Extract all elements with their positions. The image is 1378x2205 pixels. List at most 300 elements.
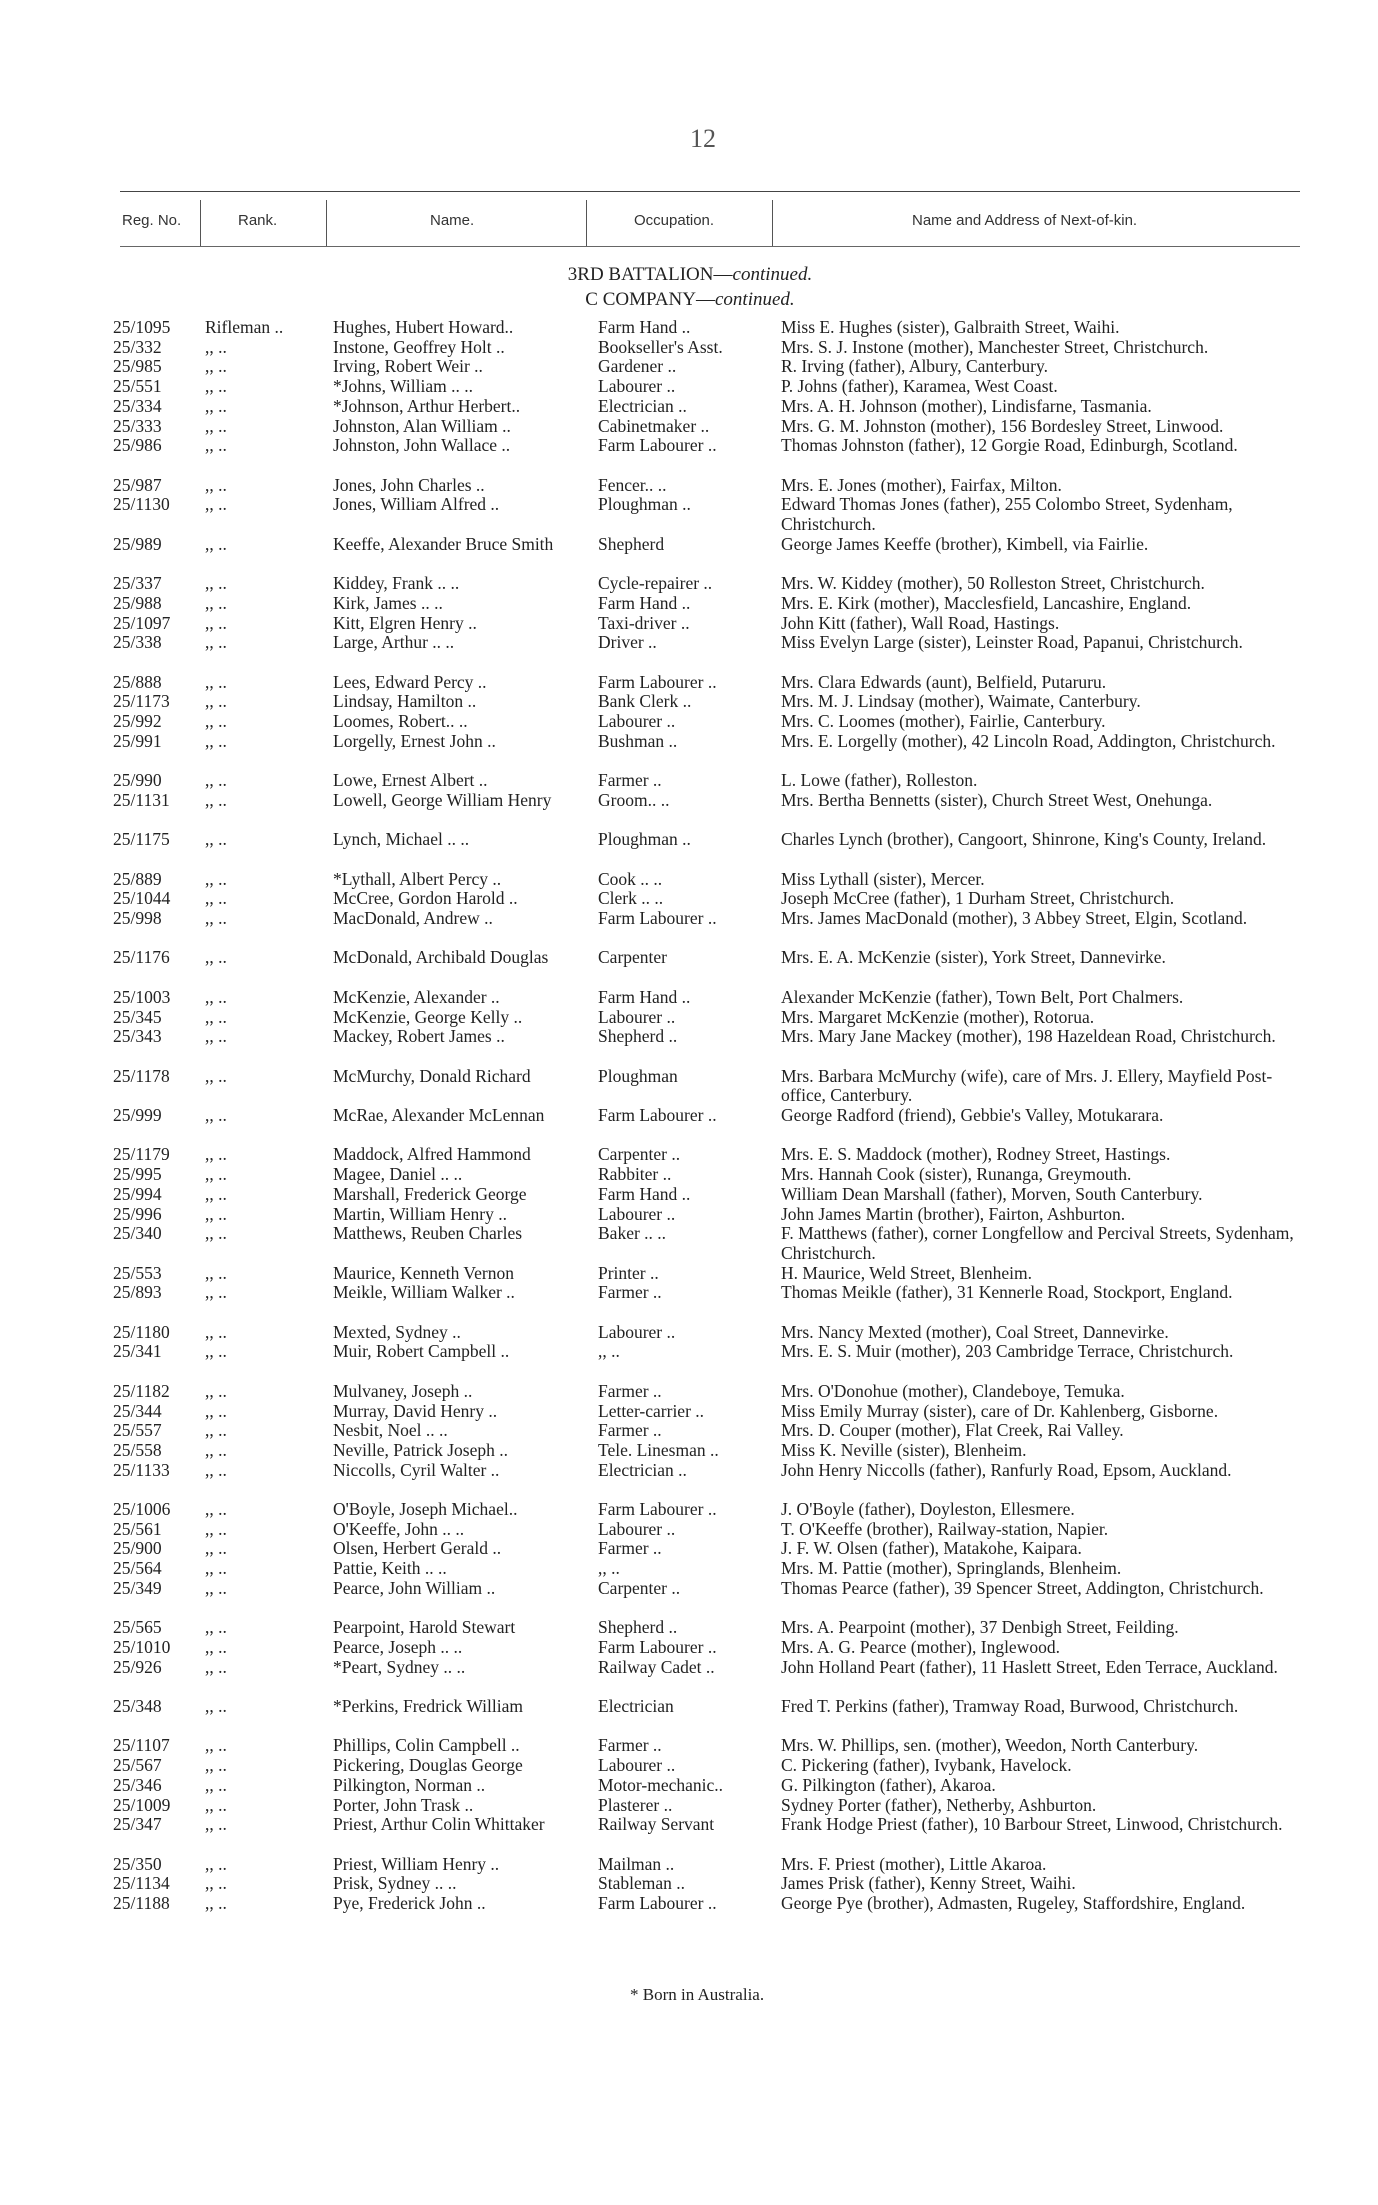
name-cell: *Perkins, Fredrick William (333, 1696, 523, 1716)
rank-cell: ,, .. (205, 1735, 227, 1756)
reg-no-cell: 25/991 (113, 730, 162, 751)
rank-cell: ,, .. (205, 1282, 227, 1303)
reg-no-cell: 25/1182 (113, 1380, 170, 1401)
rank-cell: ,, .. (205, 1459, 227, 1480)
company-title: C COMPANY— (585, 289, 715, 310)
reg-no-cell: 25/345 (113, 1006, 162, 1027)
next-of-kin-cell: Mrs. A. Pearpoint (mother), 37 Denbigh Street, Feilding. (781, 1617, 1179, 1638)
occupation-cell: Labourer .. (598, 1321, 676, 1342)
rank-cell: ,, .. (205, 671, 227, 692)
next-of-kin-cell: Thomas Johnston (father), 12 Gorgie Road, Edinburgh, Scotland. (781, 435, 1238, 456)
occupation-cell: Groom.. .. (598, 789, 670, 810)
next-of-kin-cell: Thomas Pearce (father), 39 Spencer Street, Addington, Christchurch. (781, 1577, 1264, 1598)
occupation-cell: Shepherd .. (598, 1026, 678, 1047)
next-of-kin-cell: P. Johns (father), Karamea, West Coast. (781, 376, 1058, 397)
name-cell: *Peart, Sydney .. .. (333, 1656, 466, 1677)
name-cell: Pearpoint, Harold Stewart (333, 1617, 516, 1638)
reg-no-cell: 25/986 (113, 435, 162, 456)
occupation-cell: Farm Labourer .. (598, 435, 717, 456)
next-of-kin-cell: Mrs. Clara Edwards (aunt), Belfield, Putaruru. (781, 671, 1107, 692)
occupation-cell: Farm Labourer .. (598, 1105, 717, 1125)
rank-cell: ,, .. (205, 1853, 227, 1874)
occupation-cell: Bank Clerk .. (598, 691, 692, 712)
reg-no-cell: 25/1133 (113, 1459, 170, 1480)
next-of-kin-cell: Mrs. O'Donohue (mother), Clandeboye, Temuka. (781, 1380, 1125, 1401)
next-of-kin-cell: Alexander McKenzie (father), Town Belt, Port Chalmers. (781, 986, 1184, 1007)
name-cell: Niccolls, Cyril Walter .. (333, 1459, 500, 1480)
battalion-title: 3RD BATTALION— (567, 264, 733, 285)
occupation-cell: Motor-mechanic.. (598, 1774, 724, 1795)
next-of-kin-cell: Mrs. G. M. Johnston (mother), 156 Bordesley Street, Linwood. (781, 415, 1224, 436)
occupation-cell: Railway Cadet .. (598, 1656, 715, 1677)
reg-no-cell: 25/553 (113, 1262, 162, 1283)
name-cell: O'Boyle, Joseph Michael.. (333, 1499, 518, 1519)
next-of-kin-cell: Mrs. Hannah Cook (sister), Runanga, Greymouth. (781, 1164, 1132, 1185)
name-cell: McKenzie, Alexander .. (333, 986, 500, 1007)
header-name: Name. (430, 212, 475, 229)
next-of-kin-cell: T. O'Keeffe (brother), Railway-station, Napier. (781, 1518, 1109, 1539)
reg-no-cell: 25/349 (113, 1577, 162, 1598)
next-of-kin-cell: Frank Hodge Priest (father), 10 Barbour Street, Linwood, Christchurch. (781, 1814, 1283, 1835)
reg-no-cell: 25/995 (113, 1164, 162, 1185)
occupation-cell: Carpenter .. (598, 1144, 681, 1165)
name-cell: *Johns, William .. .. (333, 376, 473, 397)
name-cell: Lynch, Michael .. .. (333, 829, 470, 850)
reg-no-cell: 25/1044 (113, 888, 171, 909)
reg-no-cell: 25/350 (113, 1853, 162, 1874)
rank-cell: ,, .. (205, 632, 227, 653)
occupation-cell: Stableman .. (598, 1873, 685, 1894)
rank-cell: ,, .. (205, 829, 227, 850)
rank-cell: ,, .. (205, 533, 227, 554)
next-of-kin-cell: F. Matthews (father), corner Longfellow and Percival Streets, Sydenham, Christchurch. (781, 1223, 1294, 1263)
reg-no-cell: 25/346 (113, 1774, 162, 1795)
name-cell: O'Keeffe, John .. .. (333, 1518, 465, 1539)
rank-cell: ,, .. (205, 1341, 227, 1362)
name-cell: Neville, Patrick Joseph .. (333, 1439, 508, 1460)
rank-cell: ,, .. (205, 1794, 227, 1815)
next-of-kin-cell: Miss Lythall (sister), Mercer. (781, 868, 985, 889)
reg-no-cell: 25/989 (113, 533, 162, 554)
next-of-kin-cell: Fred T. Perkins (father), Tramway Road, Burwood, Christchurch. (781, 1696, 1239, 1716)
reg-no-cell: 25/996 (113, 1203, 162, 1224)
reg-no-cell: 25/1178 (113, 1065, 170, 1086)
rank-cell: ,, .. (205, 1065, 227, 1086)
name-cell: Martin, William Henry .. (333, 1203, 507, 1224)
occupation-cell: Labourer .. (598, 376, 676, 397)
name-cell: Mackey, Robert James .. (333, 1026, 505, 1047)
name-cell: Maddock, Alfred Hammond (333, 1144, 531, 1165)
next-of-kin-cell: Mrs. W. Phillips, sen. (mother), Weedon, North Canterbury. (781, 1735, 1199, 1756)
occupation-cell: Farmer .. (598, 1538, 662, 1559)
name-cell: Jones, William Alfred .. (333, 494, 500, 515)
rank-cell: ,, .. (205, 1774, 227, 1795)
next-of-kin-cell: Mrs. A. G. Pearce (mother), Inglewood. (781, 1636, 1060, 1657)
next-of-kin-cell: Mrs. D. Couper (mother), Flat Creek, Rai Valley. (781, 1420, 1124, 1441)
occupation-cell: Cook .. .. (598, 868, 663, 889)
name-cell: Pattie, Keith .. .. (333, 1558, 447, 1579)
next-of-kin-cell: Mrs. C. Loomes (mother), Fairlie, Canterbury. (781, 711, 1106, 731)
occupation-cell: Cabinetmaker .. (598, 415, 710, 436)
name-cell: Olsen, Herbert Gerald .. (333, 1538, 502, 1559)
occupation-cell: Labourer .. (598, 1203, 676, 1224)
reg-no-cell: 25/1131 (113, 789, 170, 810)
occupation-cell: Letter-carrier .. (598, 1400, 705, 1421)
reg-no-cell: 25/994 (113, 1183, 162, 1204)
footnote: * Born in Australia. (630, 1985, 765, 2004)
next-of-kin-cell: William Dean Marshall (father), Morven, South Canterbury. (781, 1183, 1203, 1204)
reg-no-cell: 25/1009 (113, 1794, 171, 1815)
rank-cell: ,, .. (205, 1577, 227, 1598)
name-cell: McRae, Alexander McLennan (333, 1105, 545, 1125)
name-cell: Large, Arthur .. .. (333, 632, 455, 653)
reg-no-cell: 25/1173 (113, 691, 170, 712)
page-number: 12 (690, 124, 716, 153)
name-cell: Loomes, Robert.. .. (333, 711, 468, 731)
occupation-cell: Labourer .. (598, 1006, 676, 1027)
rank-cell: ,, .. (205, 1164, 227, 1185)
rank-cell: ,, .. (205, 1380, 227, 1401)
name-cell: Jones, John Charles .. (333, 474, 485, 495)
occupation-cell: Railway Servant (598, 1814, 715, 1835)
rank-cell: ,, .. (205, 1144, 227, 1165)
rank-cell: ,, .. (205, 573, 227, 594)
name-cell: Kirk, James .. .. (333, 592, 443, 613)
next-of-kin-cell: Joseph McCree (father), 1 Durham Street, Christchurch. (781, 888, 1175, 909)
reg-no-cell: 25/348 (113, 1696, 162, 1716)
occupation-cell: Farm Labourer .. (598, 1636, 717, 1657)
occupation-cell: Electrician .. (598, 395, 687, 416)
name-cell: Maurice, Kenneth Vernon (333, 1262, 514, 1283)
occupation-cell: Ploughman .. (598, 494, 691, 515)
reg-no-cell: 25/340 (113, 1223, 162, 1244)
rank-cell: ,, .. (205, 395, 227, 416)
reg-no-cell: 25/565 (113, 1617, 162, 1638)
occupation-cell: Carpenter (598, 947, 667, 968)
name-cell: Kiddey, Frank .. .. (333, 573, 460, 594)
next-of-kin-cell: Mrs. Margaret McKenzie (mother), Rotorua. (781, 1006, 1095, 1027)
reg-no-cell: 25/1095 (113, 317, 171, 337)
occupation-cell: Farmer .. (598, 1735, 662, 1756)
name-cell: Prisk, Sydney .. .. (333, 1873, 457, 1894)
reg-no-cell: 25/551 (113, 376, 162, 397)
occupation-cell: Farm Hand .. (598, 986, 691, 1007)
rank-cell: ,, .. (205, 1223, 227, 1244)
rank-cell: ,, .. (205, 1558, 227, 1579)
occupation-cell: Clerk .. .. (598, 888, 664, 909)
rank-cell: ,, .. (205, 770, 227, 791)
occupation-cell: Labourer .. (598, 1755, 676, 1776)
occupation-cell: Electrician (598, 1696, 674, 1716)
reg-no-cell: 25/1134 (113, 1873, 170, 1894)
rank-cell: ,, .. (205, 1696, 227, 1716)
rank-cell: ,, .. (205, 1814, 227, 1835)
occupation-cell: Labourer .. (598, 1518, 676, 1539)
occupation-cell: Taxi-driver .. (598, 612, 690, 633)
name-cell: Lowell, George William Henry (333, 789, 552, 810)
header-reg-no: Reg. No. (122, 212, 182, 229)
reg-no-cell: 25/564 (113, 1558, 162, 1579)
next-of-kin-cell: George Radford (friend), Gebbie's Valley, Motukarara. (781, 1105, 1164, 1125)
header-rank: Rank. (238, 212, 278, 229)
rank-cell: ,, .. (205, 356, 227, 377)
column-divider (586, 200, 587, 246)
next-of-kin-cell: Sydney Porter (father), Netherby, Ashburton. (781, 1794, 1097, 1815)
occupation-cell: Farm Labourer .. (598, 1893, 717, 1913)
rank-cell: ,, .. (205, 1656, 227, 1677)
next-of-kin-cell: Mrs. E. S. Maddock (mother), Rodney Street, Hastings. (781, 1144, 1171, 1165)
rank-cell: ,, .. (205, 494, 227, 515)
reg-no-cell: 25/334 (113, 395, 162, 416)
occupation-cell: Farm Labourer .. (598, 908, 717, 928)
occupation-cell: Gardener .. (598, 356, 677, 377)
next-of-kin-cell: James Prisk (father), Kenny Street, Waihi. (781, 1873, 1076, 1894)
rank-cell: ,, .. (205, 1105, 227, 1125)
reg-no-cell: 25/333 (113, 415, 162, 436)
next-of-kin-cell: Mrs. M. J. Lindsay (mother), Waimate, Canterbury. (781, 691, 1141, 712)
occupation-cell: Fencer.. .. (598, 474, 667, 495)
occupation-cell: Farmer .. (598, 1380, 662, 1401)
occupation-cell: Farm Labourer .. (598, 671, 717, 692)
occupation-cell: Shepherd .. (598, 1617, 678, 1638)
name-cell: Mulvaney, Joseph .. (333, 1380, 473, 1401)
next-of-kin-cell: Mrs. James MacDonald (mother), 3 Abbey Street, Elgin, Scotland. (781, 908, 1248, 928)
name-cell: McKenzie, George Kelly .. (333, 1006, 523, 1027)
occupation-cell: Farmer .. (598, 770, 662, 791)
rank-cell: ,, .. (205, 789, 227, 810)
reg-no-cell: 25/926 (113, 1656, 162, 1677)
next-of-kin-cell: John Holland Peart (father), 11 Haslett Street, Eden Terrace, Auckland. (781, 1656, 1278, 1677)
rank-cell: ,, .. (205, 888, 227, 909)
reg-no-cell: 25/1006 (113, 1499, 171, 1519)
reg-no-cell: 25/343 (113, 1026, 162, 1047)
name-cell: *Lythall, Albert Percy .. (333, 868, 502, 889)
name-cell: *Johnson, Arthur Herbert.. (333, 395, 521, 416)
name-cell: Muir, Robert Campbell .. (333, 1341, 510, 1362)
reg-no-cell: 25/341 (113, 1341, 162, 1362)
next-of-kin-cell: Mrs. Nancy Mexted (mother), Coal Street, Dannevirke. (781, 1321, 1169, 1342)
occupation-cell: Tele. Linesman .. (598, 1439, 719, 1460)
occupation-cell: Bushman .. (598, 730, 678, 751)
rank-cell: ,, .. (205, 1636, 227, 1657)
next-of-kin-cell: G. Pilkington (father), Akaroa. (781, 1774, 996, 1795)
occupation-cell: Cycle-repairer .. (598, 573, 713, 594)
name-cell: McMurchy, Donald Richard (333, 1065, 531, 1086)
rank-cell: ,, .. (205, 1873, 227, 1894)
battalion-continued: continued. (732, 264, 813, 285)
next-of-kin-cell: Mrs. S. J. Instone (mother), Manchester Street, Christchurch. (781, 336, 1209, 357)
rank-cell: ,, .. (205, 1617, 227, 1638)
occupation-cell: Labourer .. (598, 711, 676, 731)
column-divider (200, 200, 201, 246)
top-rule (120, 191, 1300, 192)
reg-no-cell: 25/998 (113, 908, 162, 928)
occupation-cell: Farm Labourer .. (598, 1499, 717, 1519)
reg-no-cell: 25/893 (113, 1282, 162, 1303)
reg-no-cell: 25/992 (113, 711, 162, 731)
occupation-cell: Farmer .. (598, 1282, 662, 1303)
occupation-cell: Farmer .. (598, 1420, 662, 1441)
occupation-cell: Ploughman (598, 1065, 678, 1086)
name-cell: Pearce, John William .. (333, 1577, 496, 1598)
occupation-cell: Shepherd (598, 533, 665, 554)
name-cell: Priest, William Henry .. (333, 1853, 500, 1874)
battalion-heading (420, 264, 960, 286)
next-of-kin-cell: Mrs. F. Priest (mother), Little Akaroa. (781, 1853, 1047, 1874)
reg-no-cell: 25/561 (113, 1518, 162, 1539)
next-of-kin-cell: John James Martin (brother), Fairton, Ashburton. (781, 1203, 1126, 1224)
name-cell: McCree, Gordon Harold .. (333, 888, 518, 909)
next-of-kin-cell: Mrs. W. Kiddey (mother), 50 Rolleston Street, Christchurch. (781, 573, 1205, 594)
name-cell: Phillips, Colin Campbell .. (333, 1735, 520, 1756)
reg-no-cell: 25/1179 (113, 1144, 170, 1165)
header-rule (120, 246, 1300, 247)
reg-no-cell: 25/1175 (113, 829, 170, 850)
next-of-kin-cell: R. Irving (father), Albury, Canterbury. (781, 356, 1048, 377)
name-cell: McDonald, Archibald Douglas (333, 947, 549, 968)
occupation-cell: Baker .. .. (598, 1223, 667, 1244)
next-of-kin-cell: C. Pickering (father), Ivybank, Havelock. (781, 1755, 1072, 1776)
name-cell: Porter, John Trask .. (333, 1794, 474, 1815)
next-of-kin-cell: Miss Evelyn Large (sister), Leinster Road, Papanui, Christchurch. (781, 632, 1243, 653)
reg-no-cell: 25/1107 (113, 1735, 170, 1756)
next-of-kin-cell: Miss Emily Murray (sister), care of Dr. Kahlenberg, Gisborne. (781, 1400, 1219, 1421)
occupation-cell: Plasterer .. (598, 1794, 673, 1815)
next-of-kin-cell: John Kitt (father), Wall Road, Hastings. (781, 612, 1060, 633)
reg-no-cell: 25/888 (113, 671, 162, 692)
rank-cell: ,, .. (205, 1420, 227, 1441)
occupation-cell: Printer .. (598, 1262, 659, 1283)
rank-cell: ,, .. (205, 1321, 227, 1342)
reg-no-cell: 25/985 (113, 356, 162, 377)
name-cell: Lees, Edward Percy .. (333, 671, 487, 692)
company-continued: continued. (715, 289, 795, 310)
name-cell: Instone, Geoffrey Holt .. (333, 336, 505, 357)
reg-no-cell: 25/990 (113, 770, 162, 791)
occupation-cell: Bookseller's Asst. (598, 336, 723, 357)
occupation-cell: ,, .. (598, 1558, 620, 1579)
name-cell: Pilkington, Norman .. (333, 1774, 486, 1795)
reg-no-cell: 25/988 (113, 592, 162, 613)
name-cell: Irving, Robert Weir .. (333, 356, 483, 377)
rank-cell: ,, .. (205, 474, 227, 495)
header-occupation: Occupation. (634, 212, 715, 229)
rank-cell: ,, .. (205, 1183, 227, 1204)
reg-no-cell: 25/567 (113, 1755, 162, 1776)
next-of-kin-cell: Edward Thomas Jones (father), 255 Colombo Street, Sydenham, Christchurch. (781, 494, 1233, 534)
occupation-cell: Mailman .. (598, 1853, 675, 1874)
rank-cell: ,, .. (205, 1893, 227, 1913)
next-of-kin-cell: Mrs. A. H. Johnson (mother), Lindisfarne, Tasmania. (781, 395, 1152, 416)
occupation-cell: Farm Hand .. (598, 317, 691, 337)
rank-cell: ,, .. (205, 1400, 227, 1421)
rank-cell: ,, .. (205, 1755, 227, 1776)
name-cell: Keeffe, Alexander Bruce Smith (333, 533, 554, 554)
next-of-kin-cell: Mrs. E. Jones (mother), Fairfax, Milton. (781, 474, 1062, 495)
name-cell: Lowe, Ernest Albert .. (333, 770, 488, 791)
header-next-of-kin: Name and Address of Next-of-kin. (912, 212, 1138, 229)
rank-cell: ,, .. (205, 947, 227, 968)
name-cell: Kitt, Elgren Henry .. (333, 612, 477, 633)
next-of-kin-cell: Mrs. E. S. Muir (mother), 203 Cambridge Terrace, Christchurch. (781, 1341, 1234, 1362)
next-of-kin-cell: Mrs. Bertha Bennetts (sister), Church Street West, Onehunga. (781, 789, 1213, 810)
reg-no-cell: 25/1130 (113, 494, 170, 515)
occupation-cell: Electrician .. (598, 1459, 687, 1480)
reg-no-cell: 25/900 (113, 1538, 162, 1559)
name-cell: Pickering, Douglas George (333, 1755, 523, 1776)
rank-cell: ,, .. (205, 711, 227, 731)
reg-no-cell: 25/1097 (113, 612, 171, 633)
rank-cell: ,, .. (205, 730, 227, 751)
reg-no-cell: 25/338 (113, 632, 162, 653)
rank-cell: ,, .. (205, 1538, 227, 1559)
occupation-cell: ,, .. (598, 1341, 620, 1362)
rank-cell: ,, .. (205, 435, 227, 456)
occupation-cell: Rabbiter .. (598, 1164, 672, 1185)
rank-cell: ,, .. (205, 691, 227, 712)
next-of-kin-cell: Mrs. Barbara McMurchy (wife), care of Mrs. J. Ellery, Mayfield Post-office, Canterbury. (781, 1065, 1273, 1106)
occupation-cell: Carpenter .. (598, 1577, 681, 1598)
name-cell: Pye, Frederick John .. (333, 1893, 486, 1913)
occupation-cell: Farm Hand .. (598, 592, 691, 613)
next-of-kin-cell: Miss E. Hughes (sister), Galbraith Street, Waihi. (781, 317, 1120, 337)
name-cell: Lindsay, Hamilton .. (333, 691, 477, 712)
rank-cell: ,, .. (205, 908, 227, 928)
rank-cell: ,, .. (205, 1262, 227, 1283)
occupation-cell: Driver .. (598, 632, 657, 653)
reg-no-cell: 25/889 (113, 868, 162, 889)
reg-no-cell: 25/558 (113, 1439, 162, 1460)
reg-no-cell: 25/557 (113, 1420, 162, 1441)
rank-cell: ,, .. (205, 1203, 227, 1224)
name-cell: Magee, Daniel .. .. (333, 1164, 463, 1185)
name-cell: Mexted, Sydney .. (333, 1321, 461, 1342)
reg-no-cell: 25/987 (113, 474, 162, 495)
reg-no-cell: 25/999 (113, 1105, 162, 1125)
rank-cell: ,, .. (205, 376, 227, 397)
reg-no-cell: 25/1010 (113, 1636, 171, 1657)
name-cell: MacDonald, Andrew .. (333, 908, 493, 928)
reg-no-cell: 25/1003 (113, 986, 171, 1007)
reg-no-cell: 25/1176 (113, 947, 170, 968)
name-cell: Nesbit, Noel .. .. (333, 1420, 448, 1441)
next-of-kin-cell: H. Maurice, Weld Street, Blenheim. (781, 1262, 1032, 1283)
name-cell: Marshall, Frederick George (333, 1183, 527, 1204)
reg-no-cell: 25/1180 (113, 1321, 170, 1342)
rank-cell: ,, .. (205, 986, 227, 1007)
next-of-kin-cell: Miss K. Neville (sister), Blenheim. (781, 1439, 1027, 1460)
name-cell: Matthews, Reuben Charles (333, 1223, 523, 1244)
name-cell: Johnston, John Wallace .. (333, 435, 511, 456)
reg-no-cell: 25/332 (113, 336, 162, 357)
name-cell: Lorgelly, Ernest John .. (333, 730, 496, 751)
reg-no-cell: 25/344 (113, 1400, 162, 1421)
rank-cell: Rifleman .. (205, 317, 284, 337)
rank-cell: ,, .. (205, 868, 227, 889)
rank-cell: ,, .. (205, 1518, 227, 1539)
name-cell: Johnston, Alan William .. (333, 415, 511, 436)
next-of-kin-cell: J. F. W. Olsen (father), Matakohe, Kaipara. (781, 1538, 1082, 1559)
reg-no-cell: 25/347 (113, 1814, 162, 1835)
next-of-kin-cell: Mrs. E. Kirk (mother), Macclesfield, Lancashire, England. (781, 592, 1192, 613)
column-divider (326, 200, 327, 246)
next-of-kin-cell: Mrs. E. A. McKenzie (sister), York Street, Dannevirke. (781, 947, 1166, 968)
company-heading (420, 289, 960, 311)
rank-cell: ,, .. (205, 592, 227, 613)
column-divider (772, 200, 773, 246)
occupation-cell: Ploughman .. (598, 829, 691, 850)
name-cell: Pearce, Joseph .. .. (333, 1636, 463, 1657)
